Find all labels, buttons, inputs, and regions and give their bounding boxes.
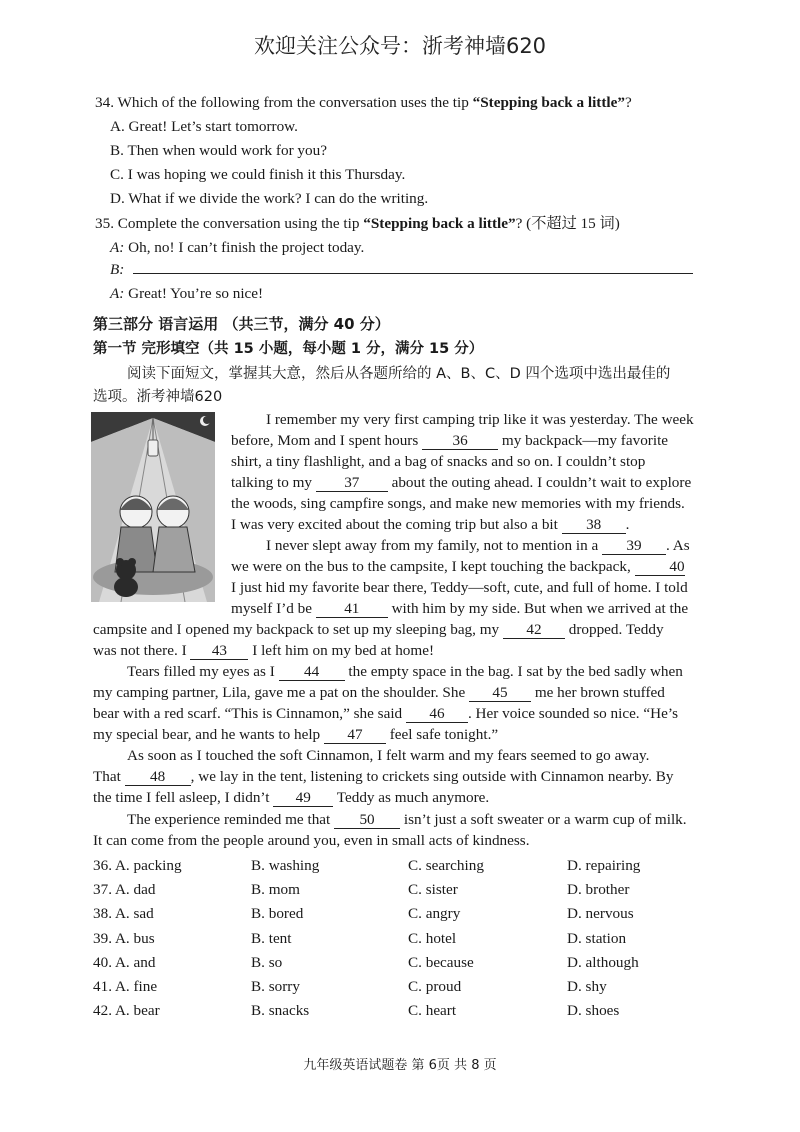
passage-text: I was very excited about the coming trip but also a bit	[231, 516, 558, 533]
choice-40-c: C. because	[408, 954, 474, 971]
page-header: 欢迎关注公众号：浙考神墙620	[253, 34, 547, 58]
q34-stem	[95, 93, 632, 113]
choice-39-a: 39. A. bus	[93, 930, 155, 947]
passage-line	[231, 431, 668, 451]
passage-line: As soon as I touched the soft Cinnamon, I felt warm and my fears seemed to go away.	[127, 747, 650, 764]
choice-37-c: C. sister	[408, 881, 458, 898]
choice-40-d: D. although	[567, 954, 639, 971]
choice-41-a: 41. A. fine	[93, 978, 158, 995]
blank-42[interactable]: 42	[503, 621, 565, 639]
choice-42-b: B. snacks	[251, 1002, 310, 1019]
choice-36-a: 36. A. packing	[93, 857, 182, 874]
choice-38-c: C. angry	[408, 905, 461, 922]
speaker-b: B:	[110, 261, 125, 278]
blank-44[interactable]: 44	[279, 663, 345, 681]
passage-line	[93, 788, 489, 808]
choice-40-a: 40. A. and	[93, 954, 156, 971]
passage-text: I left him on my bed at home!	[252, 642, 435, 659]
blank-48[interactable]: 48	[125, 768, 191, 786]
blank-46[interactable]: 46	[406, 705, 468, 723]
instruction-line2: 选项。浙考神墙620	[93, 389, 223, 405]
passage-text: about the outing ahead. I couldn’t wait to explore	[391, 474, 692, 491]
passage-text: Tears filled my eyes as I	[127, 663, 275, 680]
passage-text: myself I’d be	[231, 600, 312, 617]
blank-47[interactable]: 47	[324, 726, 386, 744]
choice-38-a: 38. A. sad	[93, 905, 154, 922]
passage-line: I remember my very first camping trip like it was yesterday. The week	[266, 411, 694, 428]
q35-line-a1	[110, 238, 364, 258]
blank-39[interactable]: 39	[602, 537, 666, 555]
passage-text: , we lay in the tent, listening to crickets sing outside with Cinnamon nearby. By	[190, 768, 674, 785]
passage-line	[93, 683, 665, 703]
choice-39-b: B. tent	[251, 930, 292, 947]
blank-40[interactable]: 40	[635, 558, 685, 576]
choice-42-d: D. shoes	[567, 1002, 620, 1019]
q35-stem	[95, 214, 620, 234]
choice-38-d: D. nervous	[567, 905, 634, 922]
passage-text: feel safe tonight.”	[389, 726, 499, 743]
passage-line	[93, 704, 678, 724]
q34-option-c: C. I was hoping we could finish it this Thursday.	[110, 166, 406, 183]
choice-41-c: C. proud	[408, 978, 462, 995]
passage-line: It can come from the people around you, even in small acts of kindness.	[93, 832, 530, 849]
q34-option-a: A. Great! Let’s start tomorrow.	[110, 118, 298, 135]
passage-text: talking to my	[231, 474, 312, 491]
passage-text: . Her voice sounded so nice. “He’s	[467, 705, 678, 722]
passage-text: . As	[666, 537, 690, 554]
passage-text: we were on the bus to the campsite, I kept touching the backpack,	[231, 558, 631, 575]
choice-41-b: B. sorry	[251, 978, 300, 995]
q35-stem-tip: “Stepping back a little”	[363, 215, 516, 232]
blank-50[interactable]: 50	[334, 811, 400, 829]
passage-line	[231, 599, 688, 619]
passage-line	[127, 810, 687, 830]
choice-38-b: B. bored	[251, 905, 304, 922]
passage-line	[266, 536, 690, 556]
blank-36[interactable]: 36	[422, 432, 498, 450]
q35-line-a2	[110, 284, 263, 304]
passage-line: the woods, sing campfire songs, and make new memories with my friends.	[231, 495, 685, 512]
q34-option-b: B. Then when would work for you?	[110, 142, 327, 159]
passage-text: bear with a red scarf. “This is Cinnamon,” she said	[93, 705, 403, 722]
passage-text: dropped. Teddy	[568, 621, 664, 638]
page-footer: 九年级英语试题卷 第 6页 共 8 页	[303, 1058, 497, 1073]
passage-text: my camping partner, Lila, gave me a pat on the shoulder. She	[93, 684, 466, 701]
passage-line	[93, 641, 434, 661]
choice-41-d: D. shy	[567, 978, 607, 995]
choice-37-b: B. mom	[251, 881, 300, 898]
blank-45[interactable]: 45	[469, 684, 531, 702]
passage-text: .	[625, 516, 630, 533]
section1-heading: 第一节 完形填空（共 15 小题，每小题 1 分，满分 15 分）	[93, 341, 484, 357]
passage-line	[93, 767, 673, 787]
instruction-line1: 阅读下面短文，掌握其大意，然后从各题所给的 A、B、C、D 四个选项中选出最佳的	[127, 366, 671, 382]
choice-36-c: C. searching	[408, 857, 484, 874]
passage-text: was not there. I	[93, 642, 187, 659]
passage-text: The experience reminded me that	[127, 811, 331, 828]
camping-illustration	[91, 412, 215, 602]
speaker-a: A:	[110, 239, 125, 256]
passage-line	[231, 473, 691, 493]
q35-answer-line[interactable]	[133, 273, 693, 274]
q35-line-b	[110, 260, 124, 280]
choice-39-c: C. hotel	[408, 930, 457, 947]
q34-stem-end: ?	[624, 94, 632, 111]
blank-41[interactable]: 41	[316, 600, 388, 618]
q35-stem-text: 35. Complete the conversation using the tip	[95, 215, 364, 232]
q34-stem-text: 34. Which of the following from the conversation uses the tip	[95, 94, 473, 111]
passage-text: That	[93, 768, 121, 785]
passage-text: Teddy as much anymore.	[336, 789, 490, 806]
choice-37-d: D. brother	[567, 881, 630, 898]
passage-text: my special bear, and he wants to help	[93, 726, 321, 743]
passage-line	[127, 662, 683, 682]
passage-line	[231, 515, 629, 535]
passage-text: isn’t just a soft sweater or a warm cup of milk.	[403, 811, 687, 828]
passage-text: me her brown stuffed	[534, 684, 665, 701]
passage-line	[231, 557, 685, 577]
choice-40-b: B. so	[251, 954, 283, 971]
passage-line	[93, 620, 664, 640]
q34-option-d: D. What if we divide the work? I can do the writing.	[110, 190, 429, 207]
choice-39-d: D. station	[567, 930, 627, 947]
passage-text: the time I fell asleep, I didn’t	[93, 789, 270, 806]
passage-line	[93, 725, 498, 745]
q35-a2-text: Great! You’re so nice!	[124, 285, 264, 302]
passage-text: the empty space in the bag. I sat by the bed sadly when	[348, 663, 683, 680]
choice-42-a: 42. A. bear	[93, 1002, 160, 1019]
choice-42-c: C. heart	[408, 1002, 457, 1019]
passage-text: I never slept away from my family, not to mention in a	[266, 537, 599, 554]
passage-text: campsite and I opened my backpack to set up my sleeping bag, my	[93, 621, 500, 638]
q35-stem-end: ? (不超过 15 词)	[515, 215, 620, 232]
q34-stem-tip: “Stepping back a little”	[472, 94, 625, 111]
q35-a1-text: Oh, no! I can’t finish the project today.	[124, 239, 365, 256]
part3-heading: 第三部分 语言运用 （共三节，满分 40 分）	[93, 315, 390, 333]
choice-36-d: D. repairing	[567, 857, 641, 874]
passage-text: with him by my side. But when we arrived at the	[391, 600, 689, 617]
passage-line: shirt, a tiny flashlight, and a bag of snacks and so on. I couldn’t stop	[231, 453, 646, 470]
choice-37-a: 37. A. dad	[93, 881, 156, 898]
passage-text: my backpack—my favorite	[501, 432, 669, 449]
choice-36-b: B. washing	[251, 857, 320, 874]
blank-43[interactable]: 43	[190, 642, 248, 660]
blank-37[interactable]: 37	[316, 474, 388, 492]
blank-38[interactable]: 38	[562, 516, 626, 534]
passage-line: I just hid my favorite bear there, Teddy—soft, cute, and full of home. I told	[231, 579, 688, 596]
passage-text: before, Mom and I spent hours	[231, 432, 419, 449]
speaker-a: A:	[110, 285, 125, 302]
blank-49[interactable]: 49	[273, 789, 333, 807]
